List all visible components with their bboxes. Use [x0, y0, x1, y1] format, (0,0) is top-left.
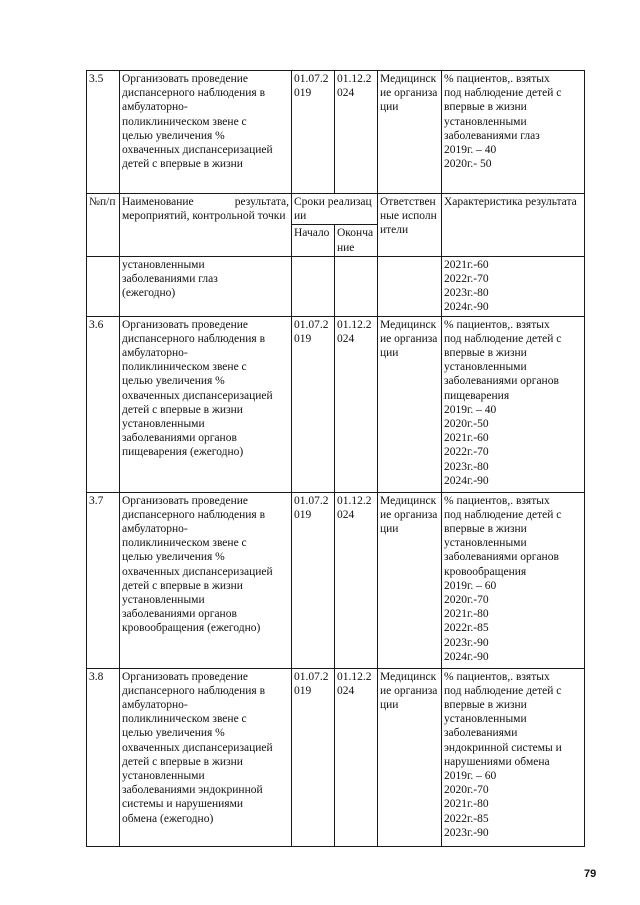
text-line: под наблюдение детей с	[444, 87, 562, 100]
text-line: установленными	[122, 770, 205, 783]
text-line: 2024г.-90	[444, 650, 489, 663]
end-date	[335, 256, 378, 316]
table-row	[87, 668, 585, 846]
text-line: охваченных диспансеризацией	[122, 389, 273, 402]
responsible: Медицинские организации	[378, 668, 442, 846]
text-line: 2021г.-80	[444, 798, 489, 811]
text-line: заболеваниями органов	[444, 551, 559, 564]
text-line: кровообращения	[444, 565, 527, 578]
result-name	[120, 71, 292, 194]
text-line: 2023г.-80	[444, 460, 489, 473]
end-date: 01.12.2024	[335, 492, 378, 668]
text-line: 2021г.-60	[444, 258, 489, 271]
text-line: 2023г.-90	[444, 636, 489, 649]
text-line: заболеваниями органов	[122, 608, 237, 621]
text-line: Организовать проведение	[122, 73, 248, 85]
result-characteristic	[442, 316, 585, 492]
text-line: Организовать проведение	[122, 670, 248, 683]
result-name	[120, 492, 292, 668]
start-date: 01.07.2019	[292, 316, 335, 492]
table-row	[87, 316, 585, 492]
table-header-row	[87, 194, 585, 225]
end-date: 01.12.2024	[335, 71, 378, 194]
text-line: охваченных диспансеризацией	[122, 144, 273, 157]
start-date: 01.07.2019	[292, 668, 335, 846]
text-line: 2022г.-85	[444, 622, 489, 635]
table-row	[87, 71, 585, 194]
page-number: 79	[584, 868, 597, 880]
text-line: 2023г.-80	[444, 287, 489, 300]
text-line: поликлиническом звене с	[122, 537, 247, 550]
text-line: под наблюдение детей с	[444, 332, 562, 345]
text-line: заболеваниями органов	[122, 432, 237, 445]
text-line: 2022г.-85	[444, 812, 489, 825]
row-number: 3.5	[87, 71, 120, 194]
text-line: детей с впервые в жизни	[122, 755, 243, 768]
text-line: установленными	[122, 594, 205, 607]
result-characteristic	[442, 256, 585, 316]
text-line: обмена (ежегодно)	[122, 812, 214, 825]
row-number	[87, 256, 120, 316]
responsible	[378, 256, 442, 316]
header-number: №п/п	[87, 194, 120, 257]
text-line: охваченных диспансеризацией	[122, 741, 273, 754]
start-date	[292, 256, 335, 316]
start-date: 01.07.2019	[292, 71, 335, 194]
text-line: заболеваниями органов	[444, 375, 559, 388]
text-line: установленными	[444, 537, 527, 550]
text-line: охваченных диспансеризацией	[122, 565, 273, 578]
responsible: Медицинские организации	[378, 492, 442, 668]
header-terms: Сроки реализации	[292, 194, 378, 225]
row-number: 3.7	[87, 492, 120, 668]
responsible: Медицинские организации	[378, 316, 442, 492]
text-line: 2020г.-70	[444, 594, 489, 607]
text-line: (ежегодно)	[122, 287, 176, 300]
text-line: детей с впервые в жизни	[122, 579, 243, 592]
table-row	[87, 492, 585, 668]
text-line: пищеварения (ежегодно)	[122, 446, 244, 459]
text-line: под наблюдение детей с	[444, 508, 562, 521]
text-line: эндокринной системы и	[444, 741, 562, 754]
end-date: 01.12.2024	[335, 668, 378, 846]
text-line: установленными	[444, 361, 527, 374]
text-line: 2024г.-90	[444, 474, 489, 487]
text-line: кровообращения (ежегодно)	[122, 622, 261, 635]
text-line: амбулаторно-	[122, 523, 188, 536]
text-line: амбулаторно-	[122, 347, 188, 360]
text-line: амбулаторно-	[122, 699, 188, 712]
result-characteristic	[442, 71, 585, 194]
text-line: амбулаторно-	[122, 101, 188, 114]
result-characteristic	[442, 492, 585, 668]
text-line: установленными	[122, 418, 205, 431]
text-line: 2022г.-70	[444, 446, 489, 459]
text-line: % пациентов,. взятых	[444, 670, 550, 683]
text-line: установленными	[444, 713, 527, 726]
plan-table	[86, 70, 585, 847]
text-line: впервые в жизни	[444, 347, 527, 360]
text-line: заболеваниями	[444, 727, 518, 740]
header-start: Начало	[292, 225, 335, 256]
result-name	[120, 256, 292, 316]
text-line: целью увеличения %	[122, 375, 225, 388]
responsible: Медицинские организации	[378, 71, 442, 194]
text-line: установленными	[444, 115, 527, 128]
text-line: % пациентов,. взятых	[444, 318, 550, 331]
header-end: Окончание	[335, 225, 378, 256]
row-number: 3.6	[87, 316, 120, 492]
text-line: 2020г.-50	[444, 418, 489, 431]
text-line: 2022г.-70	[444, 273, 489, 286]
result-name	[120, 668, 292, 846]
text-line: диспансерного наблюдения в	[122, 684, 266, 697]
result-name	[120, 316, 292, 492]
header-responsible: Ответственные исполнители	[378, 194, 442, 257]
text-line: детей с впервые в жизни	[122, 158, 243, 171]
text-line: % пациентов,. взятых	[444, 494, 550, 507]
row-number: 3.8	[87, 668, 120, 846]
text-line: поликлиническом звене с	[122, 713, 247, 726]
text-line: заболеваниями эндокринной	[122, 784, 263, 797]
text-line: 2021г.-60	[444, 432, 489, 445]
text-line: заболеваниями глаз	[122, 273, 218, 286]
text-line: поликлиническом звене с	[122, 361, 247, 374]
text-line: Организовать проведение	[122, 318, 248, 331]
text-line: 2019г. – 40	[444, 144, 497, 157]
text-line: системы и нарушениями	[122, 798, 243, 811]
header-name: Наименование результата, мероприятий, контрольной точки	[120, 194, 292, 257]
text-line: 2021г.-80	[444, 608, 489, 621]
text-line: целью увеличения %	[122, 727, 225, 740]
header-characteristic: Характеристика результата	[442, 194, 585, 257]
text-line: поликлиническом звене с	[122, 115, 247, 128]
start-date: 01.07.2019	[292, 492, 335, 668]
text-line: детей с впервые в жизни	[122, 403, 243, 416]
text-line: % пациентов,. взятых	[444, 73, 550, 85]
document-page	[86, 70, 584, 847]
text-line: целью увеличения %	[122, 551, 225, 564]
text-line: пищеварения	[444, 389, 510, 402]
text-line: целью увеличения %	[122, 129, 225, 142]
text-line: диспансерного наблюдения в	[122, 332, 266, 345]
text-line: 2019г. – 60	[444, 770, 497, 783]
text-line: 2020г.-70	[444, 784, 489, 797]
text-line: заболеваниями глаз	[444, 129, 540, 142]
text-line: 2023г.-90	[444, 826, 489, 839]
text-line: нарушениями обмена	[444, 755, 550, 768]
text-line: Организовать проведение	[122, 494, 248, 507]
result-characteristic	[442, 668, 585, 846]
table-row	[87, 256, 585, 316]
end-date: 01.12.2024	[335, 316, 378, 492]
text-line: 2024г.-90	[444, 301, 489, 314]
text-line: под наблюдение детей с	[444, 684, 562, 697]
text-line: 2019г. – 60	[444, 579, 497, 592]
text-line: впервые в жизни	[444, 699, 527, 712]
text-line: диспансерного наблюдения в	[122, 508, 266, 521]
text-line: впервые в жизни	[444, 101, 527, 114]
text-line: диспансерного наблюдения в	[122, 87, 266, 100]
text-line: впервые в жизни	[444, 523, 527, 536]
text-line: 2020г.- 50	[444, 158, 492, 171]
text-line: 2019г. – 40	[444, 403, 497, 416]
text-line: установленными	[122, 258, 205, 271]
